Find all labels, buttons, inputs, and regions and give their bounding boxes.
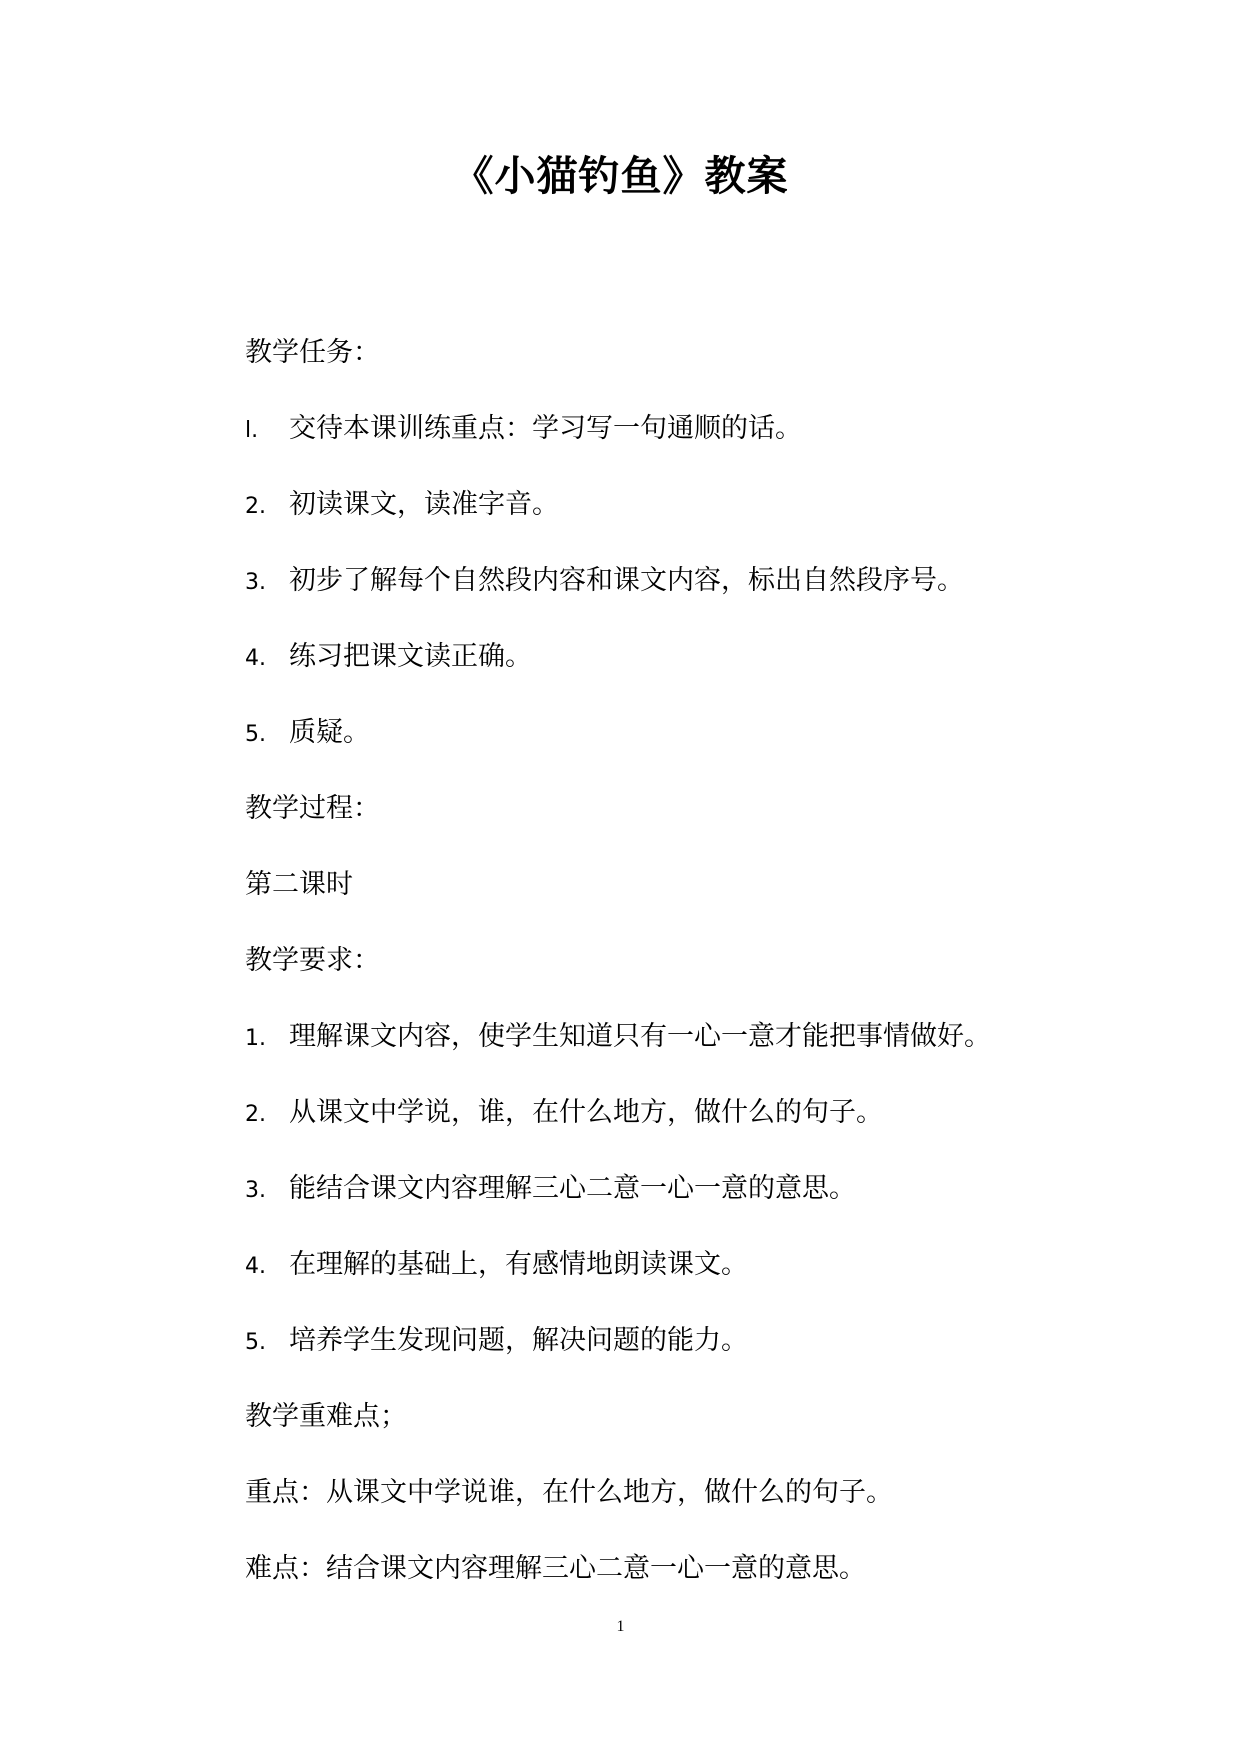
list-item-number: 1. xyxy=(245,1026,266,1051)
list-item xyxy=(245,1171,1105,1247)
list-item-text: 初步了解每个自然段内容和课文内容，标出自然段序号。 xyxy=(289,565,964,596)
line-text: 教学要求： xyxy=(245,945,380,976)
page-number: 1 xyxy=(616,1618,625,1635)
list-item-number: 4. xyxy=(245,646,266,671)
list-item-text: 从课文中学说，谁，在什么地方，做什么的句子。 xyxy=(289,1097,883,1128)
list-item-text: 质疑。 xyxy=(289,717,370,748)
key-point-line xyxy=(245,1475,1105,1551)
line-text: 难点：结合课文内容理解三心二意一心一意的意思。 xyxy=(245,1553,866,1584)
line-text: 教学过程： xyxy=(245,793,380,824)
section-heading-lesson xyxy=(245,867,1105,943)
document-title: 《小猫钓鱼》教案 xyxy=(452,152,789,200)
difficulty-line xyxy=(245,1551,1105,1627)
list-item xyxy=(245,563,1105,639)
list-item-number: 2. xyxy=(245,1102,266,1127)
line-text: 教学重难点； xyxy=(245,1401,407,1432)
list-item xyxy=(245,715,1105,791)
list-item xyxy=(245,411,1105,487)
line-text: 第二课时 xyxy=(245,869,353,900)
line-text: 教学任务： xyxy=(245,337,380,368)
list-item xyxy=(245,639,1105,715)
list-item xyxy=(245,487,1105,563)
list-item-number: l. xyxy=(245,418,259,443)
list-item xyxy=(245,1323,1105,1399)
list-item-number: 5. xyxy=(245,1330,266,1355)
list-item-number: 5. xyxy=(245,722,266,747)
line-text: 重点：从课文中学说谁，在什么地方，做什么的句子。 xyxy=(245,1477,893,1508)
list-item-text: 能结合课文内容理解三心二意一心一意的意思。 xyxy=(289,1173,856,1204)
section-heading-tasks xyxy=(245,335,1105,411)
section-heading-requirements xyxy=(245,943,1105,1019)
list-item-text: 培养学生发现问题，解决问题的能力。 xyxy=(289,1325,748,1356)
list-item xyxy=(245,1019,1105,1095)
list-item-text: 理解课文内容，使学生知道只有一心一意才能把事情做好。 xyxy=(289,1021,991,1052)
list-item-text: 在理解的基础上，有感情地朗读课文。 xyxy=(289,1249,748,1280)
list-item xyxy=(245,1095,1105,1171)
list-item-text: 练习把课文读正确。 xyxy=(289,641,532,672)
list-item xyxy=(245,1247,1105,1323)
list-item-number: 3. xyxy=(245,1178,266,1203)
list-item-number: 2. xyxy=(245,494,266,519)
section-heading-key-points xyxy=(245,1399,1105,1475)
list-item-text: 交待本课训练重点：学习写一句通顺的话。 xyxy=(289,413,802,444)
section-heading-process xyxy=(245,791,1105,867)
document-body xyxy=(245,335,1105,1627)
list-item-number: 3. xyxy=(245,570,266,595)
list-item-text: 初读课文，读准字音。 xyxy=(289,489,559,520)
list-item-number: 4. xyxy=(245,1254,266,1279)
